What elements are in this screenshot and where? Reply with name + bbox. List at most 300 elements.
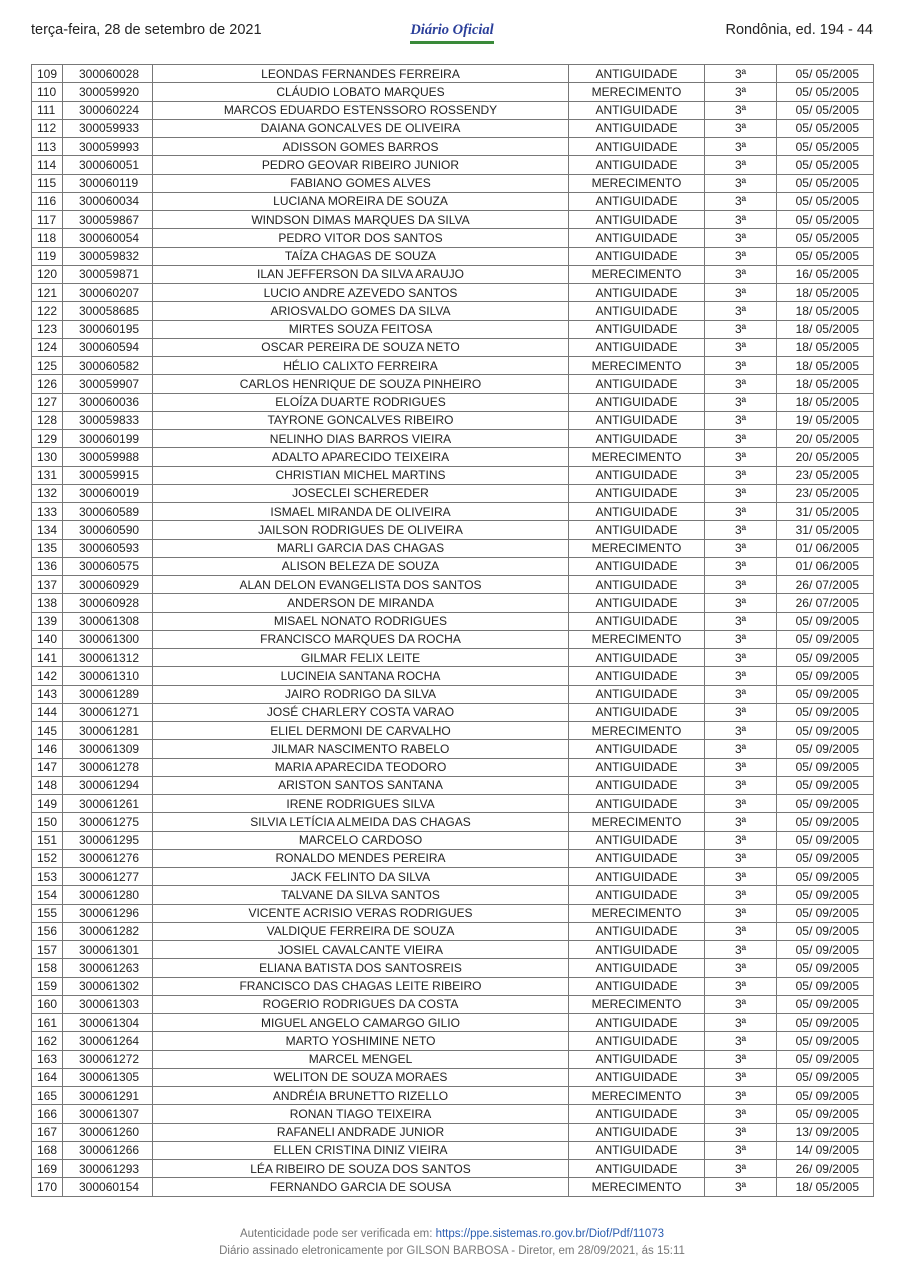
registration-number-cell: 300061280 xyxy=(63,886,153,904)
row-number-cell: 116 xyxy=(32,192,63,210)
row-number-cell: 156 xyxy=(32,922,63,940)
registration-number-cell: 300061305 xyxy=(63,1068,153,1086)
table-row xyxy=(32,448,874,466)
promotion-criterion-cell: ANTIGUIDADE xyxy=(569,795,705,813)
promotion-date-cell: 05/ 05/2005 xyxy=(777,138,874,156)
promotion-criterion-cell: MERECIMENTO xyxy=(569,1087,705,1105)
employee-name-cell: WELITON DE SOUZA MORAES xyxy=(153,1068,569,1086)
row-number-cell: 126 xyxy=(32,375,63,393)
table-row xyxy=(32,338,874,356)
row-number-cell: 157 xyxy=(32,941,63,959)
table-row xyxy=(32,703,874,721)
registration-number-cell: 300060928 xyxy=(63,594,153,612)
registration-number-cell: 300059871 xyxy=(63,265,153,283)
promotion-date-cell: 05/ 09/2005 xyxy=(777,977,874,995)
row-number-cell: 134 xyxy=(32,521,63,539)
registration-number-cell: 300061295 xyxy=(63,831,153,849)
table-row xyxy=(32,1087,874,1105)
employee-name-cell: DAIANA GONCALVES DE OLIVEIRA xyxy=(153,119,569,137)
promotion-date-cell: 14/ 09/2005 xyxy=(777,1141,874,1159)
class-level-cell: 3ª xyxy=(705,1068,777,1086)
promotion-date-cell: 05/ 09/2005 xyxy=(777,612,874,630)
class-level-cell: 3ª xyxy=(705,539,777,557)
promotion-criterion-cell: MERECIMENTO xyxy=(569,83,705,101)
registration-number-cell: 300061289 xyxy=(63,685,153,703)
promotion-criterion-cell: MERECIMENTO xyxy=(569,357,705,375)
class-level-cell: 3ª xyxy=(705,320,777,338)
promotion-date-cell: 31/ 05/2005 xyxy=(777,521,874,539)
row-number-cell: 138 xyxy=(32,594,63,612)
table-row xyxy=(32,630,874,648)
promotion-criterion-cell: ANTIGUIDADE xyxy=(569,375,705,393)
promotion-date-cell: 18/ 05/2005 xyxy=(777,375,874,393)
registration-number-cell: 300061301 xyxy=(63,941,153,959)
employee-name-cell: FRANCISCO MARQUES DA ROCHA xyxy=(153,630,569,648)
registration-number-cell: 300061260 xyxy=(63,1123,153,1141)
class-level-cell: 3ª xyxy=(705,594,777,612)
employee-name-cell: JAIRO RODRIGO DA SILVA xyxy=(153,685,569,703)
employee-name-cell: ADALTO APARECIDO TEIXEIRA xyxy=(153,448,569,466)
promotion-date-cell: 05/ 05/2005 xyxy=(777,211,874,229)
table-row xyxy=(32,886,874,904)
class-level-cell: 3ª xyxy=(705,849,777,867)
class-level-cell: 3ª xyxy=(705,868,777,886)
registration-number-cell: 300059833 xyxy=(63,411,153,429)
class-level-cell: 3ª xyxy=(705,466,777,484)
class-level-cell: 3ª xyxy=(705,703,777,721)
promotion-criterion-cell: ANTIGUIDADE xyxy=(569,211,705,229)
registration-number-cell: 300061261 xyxy=(63,795,153,813)
table-row xyxy=(32,430,874,448)
class-level-cell: 3ª xyxy=(705,411,777,429)
table-row xyxy=(32,1032,874,1050)
promotion-criterion-cell: MERECIMENTO xyxy=(569,448,705,466)
table-row xyxy=(32,1105,874,1123)
employee-name-cell: NELINHO DIAS BARROS VIEIRA xyxy=(153,430,569,448)
registration-number-cell: 300061277 xyxy=(63,868,153,886)
row-number-cell: 167 xyxy=(32,1123,63,1141)
table-row xyxy=(32,393,874,411)
employee-name-cell: FABIANO GOMES ALVES xyxy=(153,174,569,192)
promotion-criterion-cell: ANTIGUIDADE xyxy=(569,101,705,119)
promotion-criterion-cell: ANTIGUIDADE xyxy=(569,922,705,940)
promotion-criterion-cell: ANTIGUIDADE xyxy=(569,1141,705,1159)
class-level-cell: 3ª xyxy=(705,302,777,320)
table-row xyxy=(32,265,874,283)
table-row xyxy=(32,119,874,137)
promotion-date-cell: 18/ 05/2005 xyxy=(777,284,874,302)
registration-number-cell: 300060594 xyxy=(63,338,153,356)
row-number-cell: 137 xyxy=(32,576,63,594)
employee-name-cell: ELIANA BATISTA DOS SANTOSREIS xyxy=(153,959,569,977)
table-row xyxy=(32,174,874,192)
employee-name-cell: MARIA APARECIDA TEODORO xyxy=(153,758,569,776)
class-level-cell: 3ª xyxy=(705,977,777,995)
registration-number-cell: 300061312 xyxy=(63,649,153,667)
registration-number-cell: 300061300 xyxy=(63,630,153,648)
class-level-cell: 3ª xyxy=(705,722,777,740)
row-number-cell: 158 xyxy=(32,959,63,977)
promotion-criterion-cell: ANTIGUIDADE xyxy=(569,503,705,521)
class-level-cell: 3ª xyxy=(705,904,777,922)
promotion-date-cell: 26/ 07/2005 xyxy=(777,594,874,612)
registration-number-cell: 300061307 xyxy=(63,1105,153,1123)
table-row xyxy=(32,1050,874,1068)
class-level-cell: 3ª xyxy=(705,521,777,539)
row-number-cell: 161 xyxy=(32,1014,63,1032)
table-row xyxy=(32,995,874,1013)
promotion-criterion-cell: ANTIGUIDADE xyxy=(569,302,705,320)
promotion-date-cell: 05/ 05/2005 xyxy=(777,229,874,247)
registration-number-cell: 300061266 xyxy=(63,1141,153,1159)
promotion-date-cell: 13/ 09/2005 xyxy=(777,1123,874,1141)
class-level-cell: 3ª xyxy=(705,649,777,667)
class-level-cell: 3ª xyxy=(705,247,777,265)
promotion-criterion-cell: ANTIGUIDADE xyxy=(569,868,705,886)
promotion-criterion-cell: ANTIGUIDADE xyxy=(569,886,705,904)
class-level-cell: 3ª xyxy=(705,941,777,959)
promotion-date-cell: 18/ 05/2005 xyxy=(777,357,874,375)
class-level-cell: 3ª xyxy=(705,1160,777,1178)
class-level-cell: 3ª xyxy=(705,138,777,156)
promotion-date-cell: 05/ 09/2005 xyxy=(777,995,874,1013)
class-level-cell: 3ª xyxy=(705,375,777,393)
header-edition: Rondônia, ed. 194 - 44 xyxy=(725,22,873,38)
class-level-cell: 3ª xyxy=(705,430,777,448)
promotion-criterion-cell: ANTIGUIDADE xyxy=(569,1032,705,1050)
promotion-date-cell: 23/ 05/2005 xyxy=(777,484,874,502)
employee-name-cell: ALISON BELEZA DE SOUZA xyxy=(153,557,569,575)
promotion-date-cell: 05/ 09/2005 xyxy=(777,1105,874,1123)
employee-name-cell: ALAN DELON EVANGELISTA DOS SANTOS xyxy=(153,576,569,594)
table-row xyxy=(32,959,874,977)
employee-name-cell: IRENE RODRIGUES SILVA xyxy=(153,795,569,813)
employee-name-cell: ADISSON GOMES BARROS xyxy=(153,138,569,156)
table-row xyxy=(32,375,874,393)
table-row xyxy=(32,922,874,940)
row-number-cell: 144 xyxy=(32,703,63,721)
table-row xyxy=(32,357,874,375)
promotion-criterion-cell: ANTIGUIDADE xyxy=(569,776,705,794)
row-number-cell: 150 xyxy=(32,813,63,831)
promotion-date-cell: 05/ 05/2005 xyxy=(777,192,874,210)
employee-name-cell: LUCIANA MOREIRA DE SOUZA xyxy=(153,192,569,210)
registration-number-cell: 300061278 xyxy=(63,758,153,776)
table-row xyxy=(32,977,874,995)
class-level-cell: 3ª xyxy=(705,959,777,977)
class-level-cell: 3ª xyxy=(705,211,777,229)
registration-number-cell: 300059832 xyxy=(63,247,153,265)
class-level-cell: 3ª xyxy=(705,1087,777,1105)
employee-name-cell: FERNANDO GARCIA DE SOUSA xyxy=(153,1178,569,1196)
table-row xyxy=(32,795,874,813)
promotion-criterion-cell: ANTIGUIDADE xyxy=(569,138,705,156)
employee-name-cell: ELOÍZA DUARTE RODRIGUES xyxy=(153,393,569,411)
table-row xyxy=(32,156,874,174)
table-row xyxy=(32,594,874,612)
promotion-criterion-cell: MERECIMENTO xyxy=(569,539,705,557)
row-number-cell: 113 xyxy=(32,138,63,156)
registration-number-cell: 300061308 xyxy=(63,612,153,630)
table-row xyxy=(32,1014,874,1032)
promotion-criterion-cell: ANTIGUIDADE xyxy=(569,1160,705,1178)
table-body xyxy=(32,65,874,1197)
row-number-cell: 120 xyxy=(32,265,63,283)
registration-number-cell: 300061304 xyxy=(63,1014,153,1032)
class-level-cell: 3ª xyxy=(705,612,777,630)
class-level-cell: 3ª xyxy=(705,1178,777,1196)
table-row xyxy=(32,192,874,210)
employee-name-cell: ARIOSVALDO GOMES DA SILVA xyxy=(153,302,569,320)
row-number-cell: 165 xyxy=(32,1087,63,1105)
registration-number-cell: 300060195 xyxy=(63,320,153,338)
promotion-criterion-cell: ANTIGUIDADE xyxy=(569,156,705,174)
row-number-cell: 115 xyxy=(32,174,63,192)
promotion-criterion-cell: ANTIGUIDADE xyxy=(569,977,705,995)
row-number-cell: 133 xyxy=(32,503,63,521)
row-number-cell: 145 xyxy=(32,722,63,740)
employee-name-cell: OSCAR PEREIRA DE SOUZA NETO xyxy=(153,338,569,356)
registration-number-cell: 300059867 xyxy=(63,211,153,229)
promotion-criterion-cell: ANTIGUIDADE xyxy=(569,758,705,776)
row-number-cell: 131 xyxy=(32,466,63,484)
table-row xyxy=(32,138,874,156)
registration-number-cell: 300061291 xyxy=(63,1087,153,1105)
promotion-date-cell: 05/ 09/2005 xyxy=(777,776,874,794)
promotion-criterion-cell: MERECIMENTO xyxy=(569,1178,705,1196)
row-number-cell: 164 xyxy=(32,1068,63,1086)
table-row xyxy=(32,83,874,101)
class-level-cell: 3ª xyxy=(705,740,777,758)
row-number-cell: 135 xyxy=(32,539,63,557)
class-level-cell: 3ª xyxy=(705,1141,777,1159)
class-level-cell: 3ª xyxy=(705,776,777,794)
employee-name-cell: CARLOS HENRIQUE DE SOUZA PINHEIRO xyxy=(153,375,569,393)
row-number-cell: 168 xyxy=(32,1141,63,1159)
promotion-date-cell: 05/ 09/2005 xyxy=(777,649,874,667)
registration-number-cell: 300060929 xyxy=(63,576,153,594)
promotion-date-cell: 18/ 05/2005 xyxy=(777,393,874,411)
table-row xyxy=(32,740,874,758)
promotion-date-cell: 05/ 09/2005 xyxy=(777,922,874,940)
footer-authenticity xyxy=(0,1226,904,1243)
row-number-cell: 123 xyxy=(32,320,63,338)
promotion-date-cell: 05/ 09/2005 xyxy=(777,904,874,922)
class-level-cell: 3ª xyxy=(705,922,777,940)
promotion-date-cell: 18/ 05/2005 xyxy=(777,338,874,356)
registration-number-cell: 300061263 xyxy=(63,959,153,977)
row-number-cell: 111 xyxy=(32,101,63,119)
employee-name-cell: PEDRO GEOVAR RIBEIRO JUNIOR xyxy=(153,156,569,174)
class-level-cell: 3ª xyxy=(705,83,777,101)
promotion-date-cell: 05/ 09/2005 xyxy=(777,722,874,740)
table-row xyxy=(32,521,874,539)
employee-name-cell: GILMAR FELIX LEITE xyxy=(153,649,569,667)
registration-number-cell: 300060019 xyxy=(63,484,153,502)
table-row xyxy=(32,284,874,302)
promotion-date-cell: 05/ 05/2005 xyxy=(777,101,874,119)
class-level-cell: 3ª xyxy=(705,995,777,1013)
row-number-cell: 110 xyxy=(32,83,63,101)
table-row xyxy=(32,722,874,740)
promotion-criterion-cell: ANTIGUIDADE xyxy=(569,831,705,849)
row-number-cell: 121 xyxy=(32,284,63,302)
class-level-cell: 3ª xyxy=(705,1050,777,1068)
promotion-date-cell: 05/ 09/2005 xyxy=(777,959,874,977)
employee-name-cell: JILMAR NASCIMENTO RABELO xyxy=(153,740,569,758)
employee-name-cell: RONALDO MENDES PEREIRA xyxy=(153,849,569,867)
registration-number-cell: 300061294 xyxy=(63,776,153,794)
class-level-cell: 3ª xyxy=(705,503,777,521)
promotion-date-cell: 05/ 09/2005 xyxy=(777,849,874,867)
employee-name-cell: LÉA RIBEIRO DE SOUZA DOS SANTOS xyxy=(153,1160,569,1178)
class-level-cell: 3ª xyxy=(705,119,777,137)
row-number-cell: 152 xyxy=(32,849,63,867)
promotion-criterion-cell: ANTIGUIDADE xyxy=(569,466,705,484)
promotion-date-cell: 05/ 09/2005 xyxy=(777,813,874,831)
promotion-date-cell: 19/ 05/2005 xyxy=(777,411,874,429)
row-number-cell: 125 xyxy=(32,357,63,375)
employee-name-cell: ELIEL DERMONI DE CARVALHO xyxy=(153,722,569,740)
employee-name-cell: CHRISTIAN MICHEL MARTINS xyxy=(153,466,569,484)
diario-oficial-logo: Diário Oficial xyxy=(410,22,493,44)
promotion-date-cell: 05/ 09/2005 xyxy=(777,1087,874,1105)
class-level-cell: 3ª xyxy=(705,265,777,283)
class-level-cell: 3ª xyxy=(705,831,777,849)
row-number-cell: 163 xyxy=(32,1050,63,1068)
table-row xyxy=(32,941,874,959)
employee-name-cell: ROGERIO RODRIGUES DA COSTA xyxy=(153,995,569,1013)
promotion-criterion-cell: ANTIGUIDADE xyxy=(569,612,705,630)
registration-number-cell: 300060589 xyxy=(63,503,153,521)
employee-name-cell: JOSÉ CHARLERY COSTA VARAO xyxy=(153,703,569,721)
row-number-cell: 169 xyxy=(32,1160,63,1178)
promotion-date-cell: 01/ 06/2005 xyxy=(777,557,874,575)
employee-name-cell: RAFANELI ANDRADE JUNIOR xyxy=(153,1123,569,1141)
promotion-criterion-cell: ANTIGUIDADE xyxy=(569,192,705,210)
table-row xyxy=(32,101,874,119)
class-level-cell: 3ª xyxy=(705,758,777,776)
registration-number-cell: 300060028 xyxy=(63,65,153,83)
promotion-criterion-cell: MERECIMENTO xyxy=(569,174,705,192)
employee-name-cell: MARCELO CARDOSO xyxy=(153,831,569,849)
class-level-cell: 3ª xyxy=(705,174,777,192)
registration-number-cell: 300060593 xyxy=(63,539,153,557)
promotion-criterion-cell: ANTIGUIDADE xyxy=(569,959,705,977)
class-level-cell: 3ª xyxy=(705,795,777,813)
row-number-cell: 153 xyxy=(32,868,63,886)
registration-number-cell: 300060036 xyxy=(63,393,153,411)
registration-number-cell: 300060590 xyxy=(63,521,153,539)
promotion-date-cell: 26/ 09/2005 xyxy=(777,1160,874,1178)
registration-number-cell: 300059993 xyxy=(63,138,153,156)
employee-name-cell: LUCIO ANDRE AZEVEDO SANTOS xyxy=(153,284,569,302)
employee-name-cell: MARCEL MENGEL xyxy=(153,1050,569,1068)
row-number-cell: 142 xyxy=(32,667,63,685)
employee-name-cell: MARLI GARCIA DAS CHAGAS xyxy=(153,539,569,557)
class-level-cell: 3ª xyxy=(705,101,777,119)
employee-name-cell: ARISTON SANTOS SANTANA xyxy=(153,776,569,794)
table-row xyxy=(32,503,874,521)
footer-verify-link[interactable]: https://ppe.sistemas.ro.gov.br/Diof/Pdf/11073 xyxy=(435,1228,665,1240)
promotion-date-cell: 05/ 09/2005 xyxy=(777,740,874,758)
class-level-cell: 3ª xyxy=(705,685,777,703)
promotion-criterion-cell: MERECIMENTO xyxy=(569,904,705,922)
class-level-cell: 3ª xyxy=(705,667,777,685)
row-number-cell: 170 xyxy=(32,1178,63,1196)
promotion-date-cell: 05/ 05/2005 xyxy=(777,156,874,174)
row-number-cell: 155 xyxy=(32,904,63,922)
registration-number-cell: 300061282 xyxy=(63,922,153,940)
promotion-criterion-cell: ANTIGUIDADE xyxy=(569,576,705,594)
promotion-criterion-cell: MERECIMENTO xyxy=(569,813,705,831)
promotion-criterion-cell: ANTIGUIDADE xyxy=(569,849,705,867)
row-number-cell: 127 xyxy=(32,393,63,411)
page-footer xyxy=(0,1226,904,1260)
table-row xyxy=(32,685,874,703)
class-level-cell: 3ª xyxy=(705,813,777,831)
table-row xyxy=(32,65,874,83)
promotion-date-cell: 05/ 09/2005 xyxy=(777,630,874,648)
page-header xyxy=(31,22,873,46)
table-row xyxy=(32,302,874,320)
employee-name-cell: ANDERSON DE MIRANDA xyxy=(153,594,569,612)
promotion-date-cell: 05/ 09/2005 xyxy=(777,1050,874,1068)
row-number-cell: 112 xyxy=(32,119,63,137)
class-level-cell: 3ª xyxy=(705,393,777,411)
registration-number-cell: 300059907 xyxy=(63,375,153,393)
header-date: terça-feira, 28 de setembro de 2021 xyxy=(31,22,262,38)
class-level-cell: 3ª xyxy=(705,557,777,575)
registration-number-cell: 300060054 xyxy=(63,229,153,247)
employee-name-cell: CLÁUDIO LOBATO MARQUES xyxy=(153,83,569,101)
row-number-cell: 151 xyxy=(32,831,63,849)
class-level-cell: 3ª xyxy=(705,1105,777,1123)
registration-number-cell: 300058685 xyxy=(63,302,153,320)
table-row xyxy=(32,484,874,502)
class-level-cell: 3ª xyxy=(705,1014,777,1032)
registration-number-cell: 300061302 xyxy=(63,977,153,995)
promotion-date-cell: 05/ 09/2005 xyxy=(777,758,874,776)
table-row xyxy=(32,849,874,867)
registration-number-cell: 300060582 xyxy=(63,357,153,375)
registration-number-cell: 300061303 xyxy=(63,995,153,1013)
row-number-cell: 128 xyxy=(32,411,63,429)
promotion-criterion-cell: ANTIGUIDADE xyxy=(569,430,705,448)
promotion-date-cell: 05/ 05/2005 xyxy=(777,83,874,101)
row-number-cell: 146 xyxy=(32,740,63,758)
promotion-date-cell: 05/ 05/2005 xyxy=(777,247,874,265)
employee-name-cell: JOSIEL CAVALCANTE VIEIRA xyxy=(153,941,569,959)
promotion-date-cell: 05/ 09/2005 xyxy=(777,1014,874,1032)
promotion-date-cell: 18/ 05/2005 xyxy=(777,1178,874,1196)
employee-name-cell: VICENTE ACRISIO VERAS RODRIGUES xyxy=(153,904,569,922)
employee-name-cell: MIGUEL ANGELO CAMARGO GILIO xyxy=(153,1014,569,1032)
table-row xyxy=(32,667,874,685)
row-number-cell: 149 xyxy=(32,795,63,813)
class-level-cell: 3ª xyxy=(705,1032,777,1050)
employee-name-cell: TALVANE DA SILVA SANTOS xyxy=(153,886,569,904)
table-row xyxy=(32,1141,874,1159)
promotion-criterion-cell: MERECIMENTO xyxy=(569,722,705,740)
table-row xyxy=(32,229,874,247)
promotion-criterion-cell: MERECIMENTO xyxy=(569,995,705,1013)
footer-authenticity-text: Autenticidade pode ser verificada em: xyxy=(239,1228,436,1240)
table-row xyxy=(32,758,874,776)
promotion-date-cell: 05/ 05/2005 xyxy=(777,174,874,192)
registration-number-cell: 300059933 xyxy=(63,119,153,137)
promotion-criterion-cell: ANTIGUIDADE xyxy=(569,1014,705,1032)
